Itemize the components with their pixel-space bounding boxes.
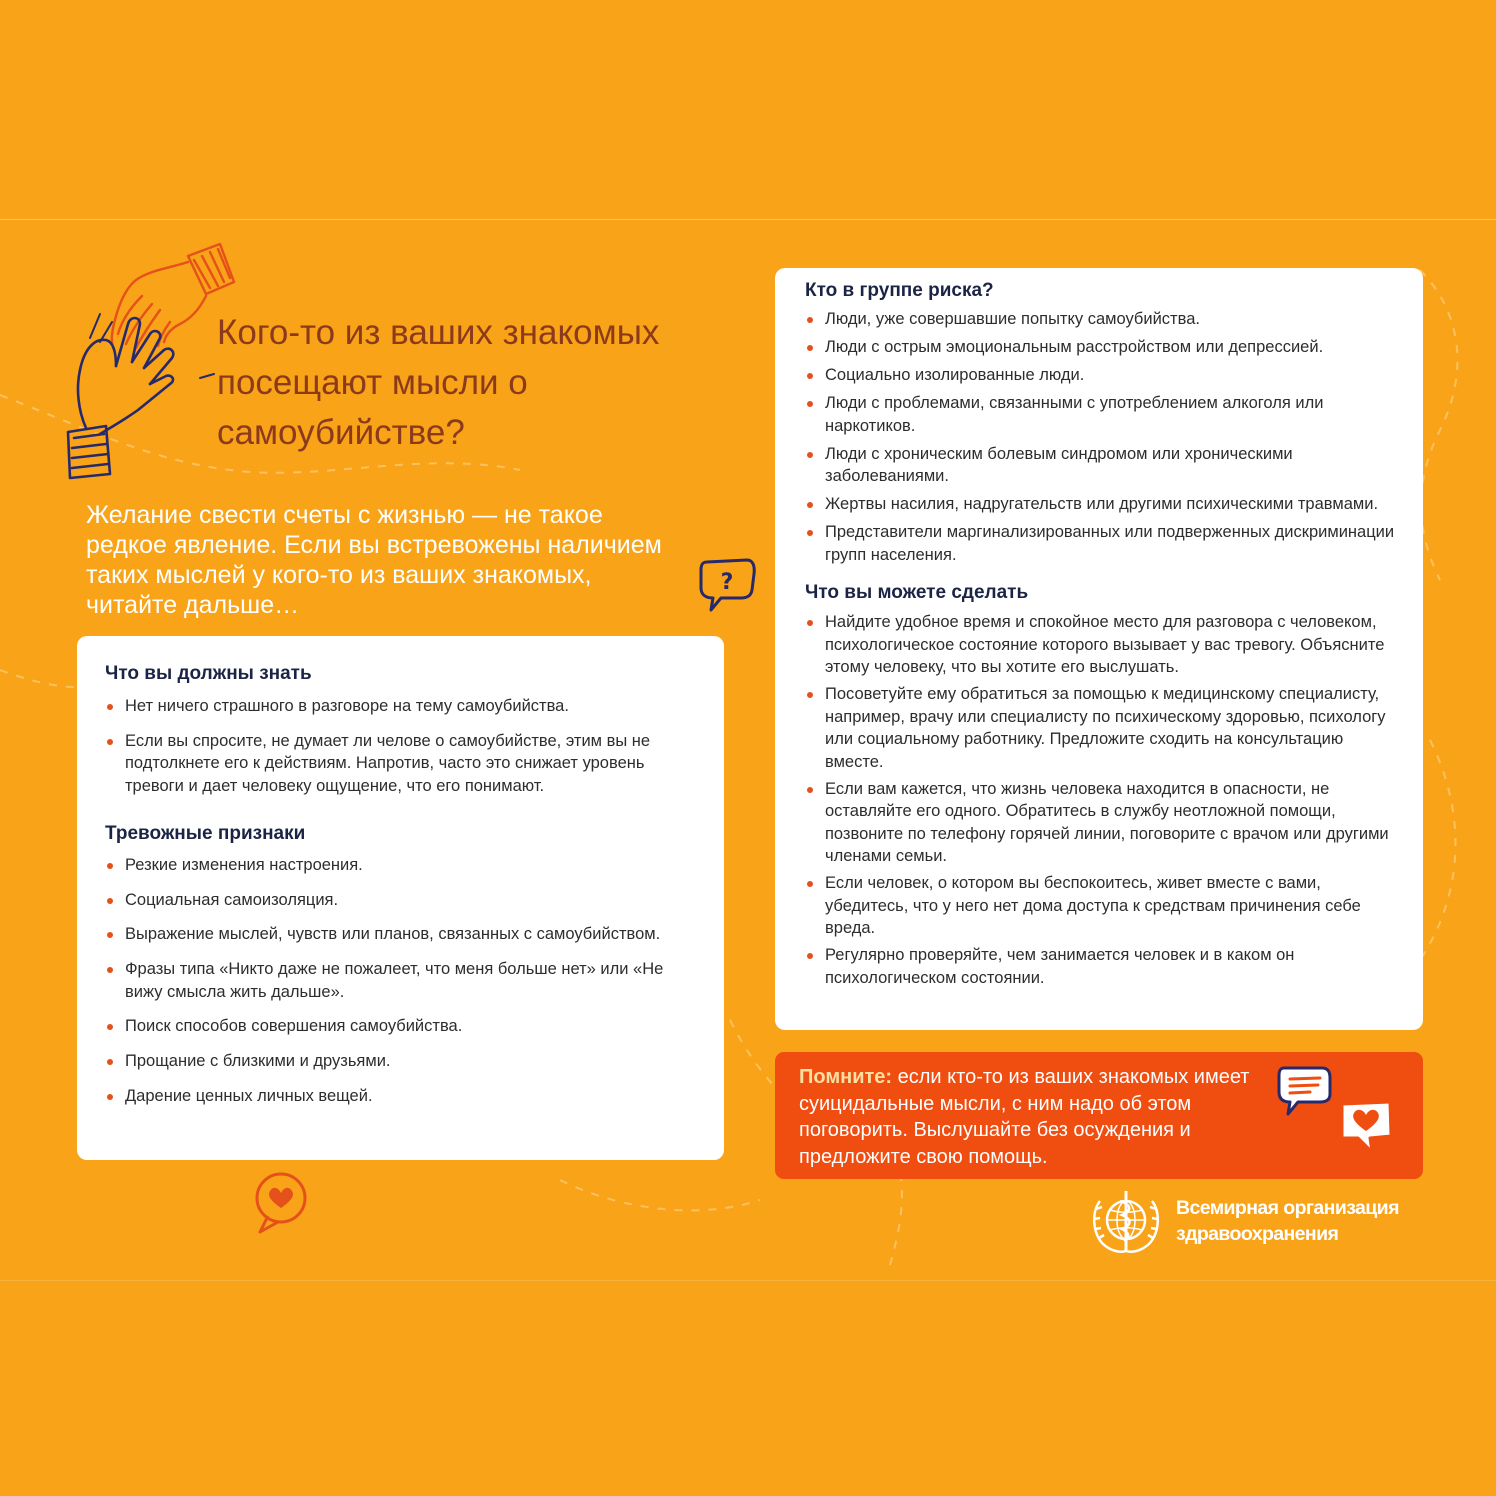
list-item: Социально изолированные люди. [805, 364, 1403, 387]
list-item: Поиск способов совершения самоубийства. [105, 1015, 700, 1038]
who-logo [1086, 1187, 1426, 1257]
list-item: Если вы спросите, не думает ли челове о самоубийстве, этим вы не подтолкнете его к действиям. Напротив, часто это снижает уровень тревоги и дает человеку ощущение, что его понимают. [105, 730, 700, 798]
question-bubble-icon [697, 556, 757, 614]
risk-list [805, 308, 1403, 566]
list-item: Если вам кажется, что жизнь человека находится в опасности, не оставляйте его одного. Обратитесь в службу неотложной помощи, позвоните по телефону горячей линии, поговорите с врачом или другими членами семьи. [805, 778, 1403, 868]
who-name [1176, 1195, 1436, 1247]
do-list [805, 611, 1403, 989]
know-section-title: Что вы должны знать [105, 663, 312, 684]
do-section-title: Что вы можете сделать [805, 582, 1029, 603]
intro-text: Желание свести счеты с жизнью — не такое редкое явление. Если вы встревожены наличием таких мыслей у кого-то из ваших знакомых, читайте дальше… [86, 501, 662, 619]
list-item: Регулярно проверяйте, чем занимается человек и в каком он психологическом состоянии. [805, 944, 1403, 989]
who-emblem-icon [1086, 1187, 1166, 1257]
list-item: Посоветуйте ему обратиться за помощью к медицинскому специалисту, например, врачу или специалисту по психическому здоровью, психологу или социальному работнику. Предложите сходить на консультацию вместе. [805, 683, 1403, 773]
alarm-list [105, 854, 700, 1107]
heart-bubble-icon [250, 1172, 312, 1236]
list-item: Дарение ценных личных вещей. [105, 1085, 700, 1108]
list-item: Резкие изменения настроения. [105, 854, 700, 877]
list-item: Фразы типа «Никто даже не пожалеет, что меня больше нет» или «Не вижу смысла жить дальше». [105, 958, 700, 1003]
list-item: Нет ничего страшного в разговоре на тему самоубийства. [105, 695, 700, 718]
list-item: Если человек, о котором вы беспокоитесь, живет вместе с вами, убедитесь, что у него нет дома доступа к средствам причинения себе вреда. [805, 872, 1403, 940]
svg-text:?: ? [720, 570, 734, 595]
chat-bubble-icon [1276, 1064, 1332, 1118]
list-item: Прощание с близкими и друзьями. [105, 1050, 700, 1073]
list-item: Социальная самоизоляция. [105, 889, 700, 912]
list-item: Люди с проблемами, связанными с употреблением алкоголя или наркотиков. [805, 392, 1403, 437]
risk-section-title: Кто в группе риска? [805, 280, 994, 301]
remember-body: если кто-то из ваших знакомых имеет суицидальные мысли, с ним надо об этом поговорить. Выслушайте без осуждения и предложите свою помощь. [799, 1066, 1250, 1168]
alarm-section-title: Тревожные признаки [105, 823, 306, 844]
know-list [105, 695, 700, 797]
list-item: Найдите удобное время и спокойное место для разговора с человеком, психологическое состояние которого вызывает у вас тревогу. Объясните этому человеку, что вы хотите его выслушать. [805, 611, 1403, 679]
right-info-card [775, 268, 1423, 1030]
hands-illustration [60, 238, 240, 488]
left-info-card [77, 636, 724, 1160]
list-item: Выражение мыслей, чувств или планов, связанных с самоубийством. [105, 923, 700, 946]
list-item: Жертвы насилия, надругательств или другими психическими травмами. [805, 493, 1403, 516]
who-name-line1: Всемирная организация [1176, 1197, 1399, 1219]
page-title: Кого-то из ваших знакомых посещают мысли о самоубийстве? [217, 313, 660, 452]
remember-text [799, 1064, 1299, 1170]
list-item: Люди с хроническим болевым синдромом или хроническими заболеваниями. [805, 443, 1403, 488]
heart-bubble-icon [1336, 1098, 1396, 1154]
top-divider [0, 219, 1496, 220]
list-item: Люди, уже совершавшие попытку самоубийства. [805, 308, 1403, 331]
remember-label: Помните: [799, 1066, 893, 1088]
list-item: Люди с острым эмоциональным расстройством или депрессией. [805, 336, 1403, 359]
list-item: Представители маргинализированных или подверженных дискриминации групп населения. [805, 521, 1403, 566]
bottom-band [0, 1280, 1496, 1496]
who-name-line2: здравоохранения [1176, 1223, 1339, 1245]
